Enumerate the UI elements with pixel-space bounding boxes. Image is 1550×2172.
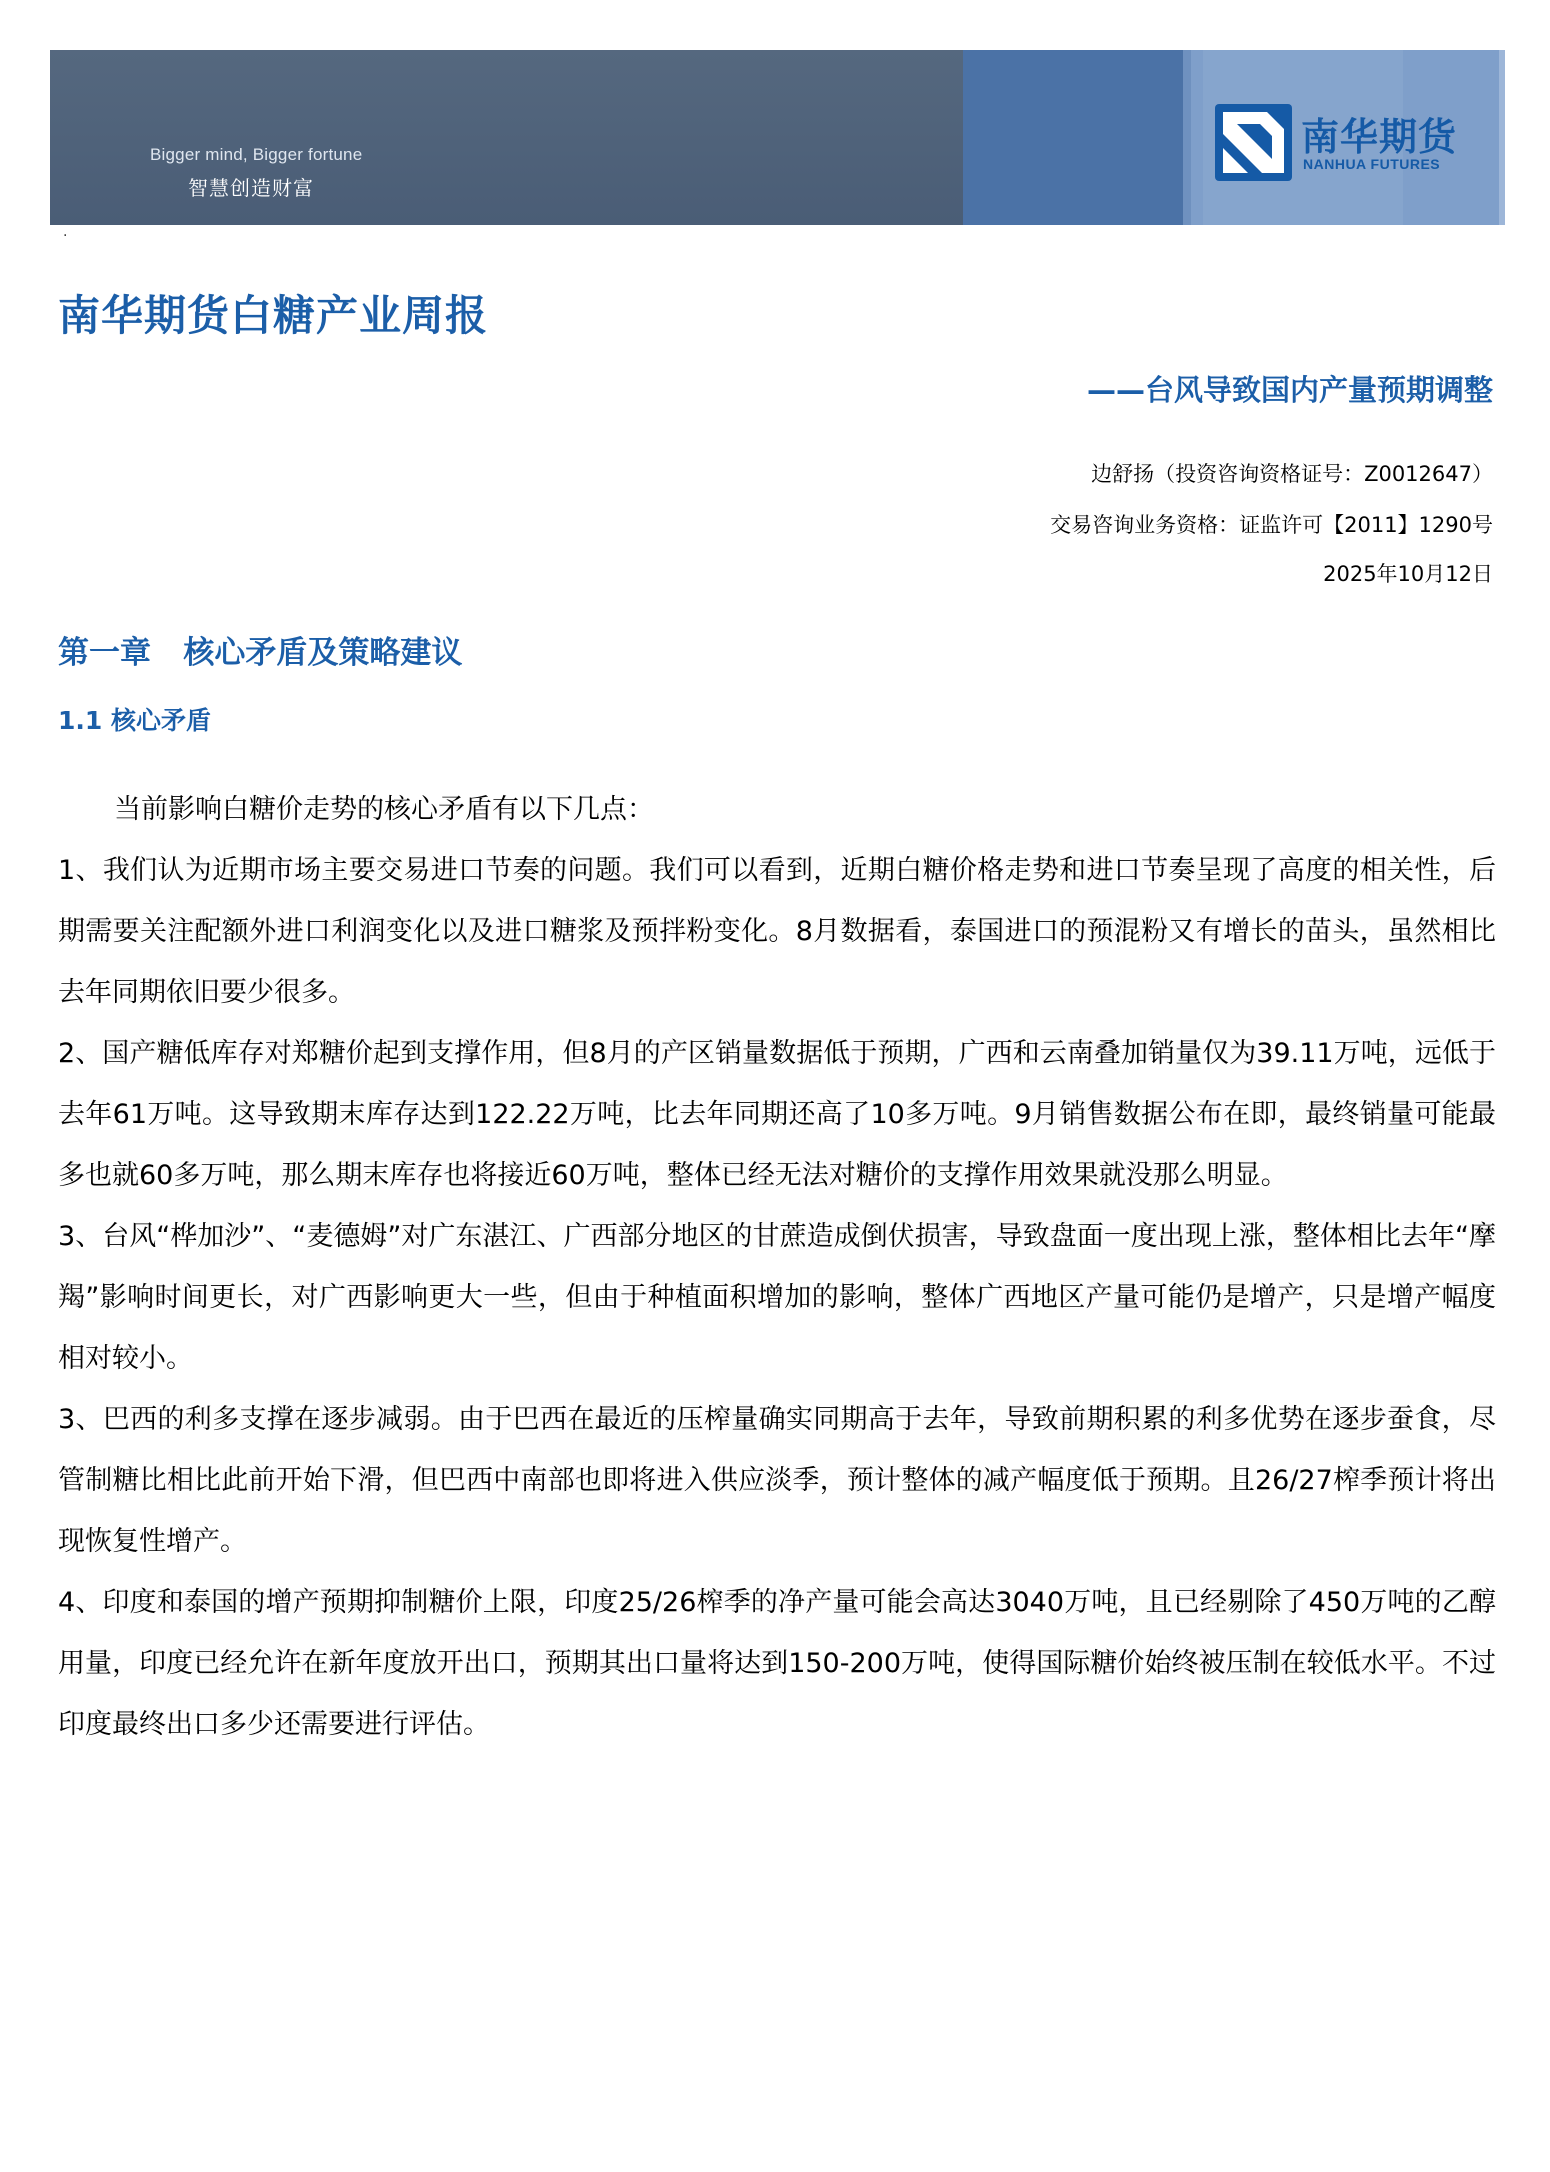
slogan-english: Bigger mind, Bigger fortune xyxy=(150,145,363,164)
chapter-heading: 第一章 核心矛盾及策略建议 xyxy=(58,635,463,671)
report-title: 南华期货白糖产业周报 xyxy=(58,291,489,340)
logo-chinese-name: 南华期货 xyxy=(1301,115,1458,159)
nanhua-logo-icon xyxy=(1215,104,1292,181)
point-paragraph: 3、台风“桦加沙”、“麦德姆”对广东湛江、广西部分地区的甘蔗造成倒伏损害，导致盘面一度出现上涨，整体相比去年“摩羯”影响时间更长，对广西影响更大一些，但由于种植面积增加的影响，整体广西地区产量可能仍是增产，只是增产幅度相对较小。 xyxy=(58,1221,1496,1374)
section-heading: 1.1 核心矛盾 xyxy=(58,706,211,735)
intro-paragraph: 当前影响白糖价走势的核心矛盾有以下几点： xyxy=(114,794,654,825)
point-paragraph: 4、印度和泰国的增产预期抑制糖价上限，印度25/26榨季的净产量可能会高达3040万吨，且已经剔除了450万吨的乙醇用量，印度已经允许在新年度放开出口，预期其出口量将达到150-200万吨，使得国际糖价始终被压制在较低水平。不过印度最终出口多少还需要进行评估。 xyxy=(58,1587,1496,1740)
slogan-chinese: 智慧创造财富 xyxy=(188,176,314,200)
report-date: 2025年10月12日 xyxy=(1323,562,1493,586)
point-paragraph: 2、国产糖低库存对郑糖价起到支撑作用，但8月的产区销量数据低于预期，广西和云南叠加销量仅为39.11万吨，远低于去年61万吨。这导致期末库存达到122.22万吨，比去年同期还高了10多万吨。9月销售数据公布在即，最终销量可能最多也就60多万吨，那么期末库存也将接近60万吨，整体已经无法对糖价的支撑作用效果就没那么明显。 xyxy=(58,1038,1496,1191)
point-paragraph: 3、巴西的利多支撑在逐步减弱。由于巴西在最近的压榨量确实同期高于去年，导致前期积累的利多优势在逐步蚕食，尽管制糖比相比此前开始下滑，但巴西中南部也即将进入供应淡季，预计整体的减产幅度低于预期。且26/27榨季预计将出现恢复性增产。 xyxy=(58,1404,1496,1557)
body-text xyxy=(58,779,1496,1755)
point-paragraph: 1、我们认为近期市场主要交易进口节奏的问题。我们可以看到，近期白糖价格走势和进口节奏呈现了高度的相关性，后期需要关注配额外进口利润变化以及进口糖浆及预拌粉变化。8月数据看，泰国进口的预混粉又有增长的苗头，虽然相比去年同期依旧要少很多。 xyxy=(58,855,1496,1008)
report-subtitle: ——台风导致国内产量预期调整 xyxy=(1086,373,1493,407)
license-line: 交易咨询业务资格：证监许可【2011】1290号 xyxy=(1050,513,1493,537)
author-line: 边舒扬（投资咨询资格证号：Z0012647） xyxy=(1091,462,1493,486)
banner-dark-panel xyxy=(50,50,963,225)
header-banner xyxy=(50,50,1505,225)
page-marker: · xyxy=(63,228,68,244)
company-logo xyxy=(1215,104,1500,189)
logo-english-name: NANHUA FUTURES xyxy=(1303,156,1441,172)
banner-stripe xyxy=(1183,50,1191,225)
banner-mid-panel xyxy=(963,50,1183,225)
